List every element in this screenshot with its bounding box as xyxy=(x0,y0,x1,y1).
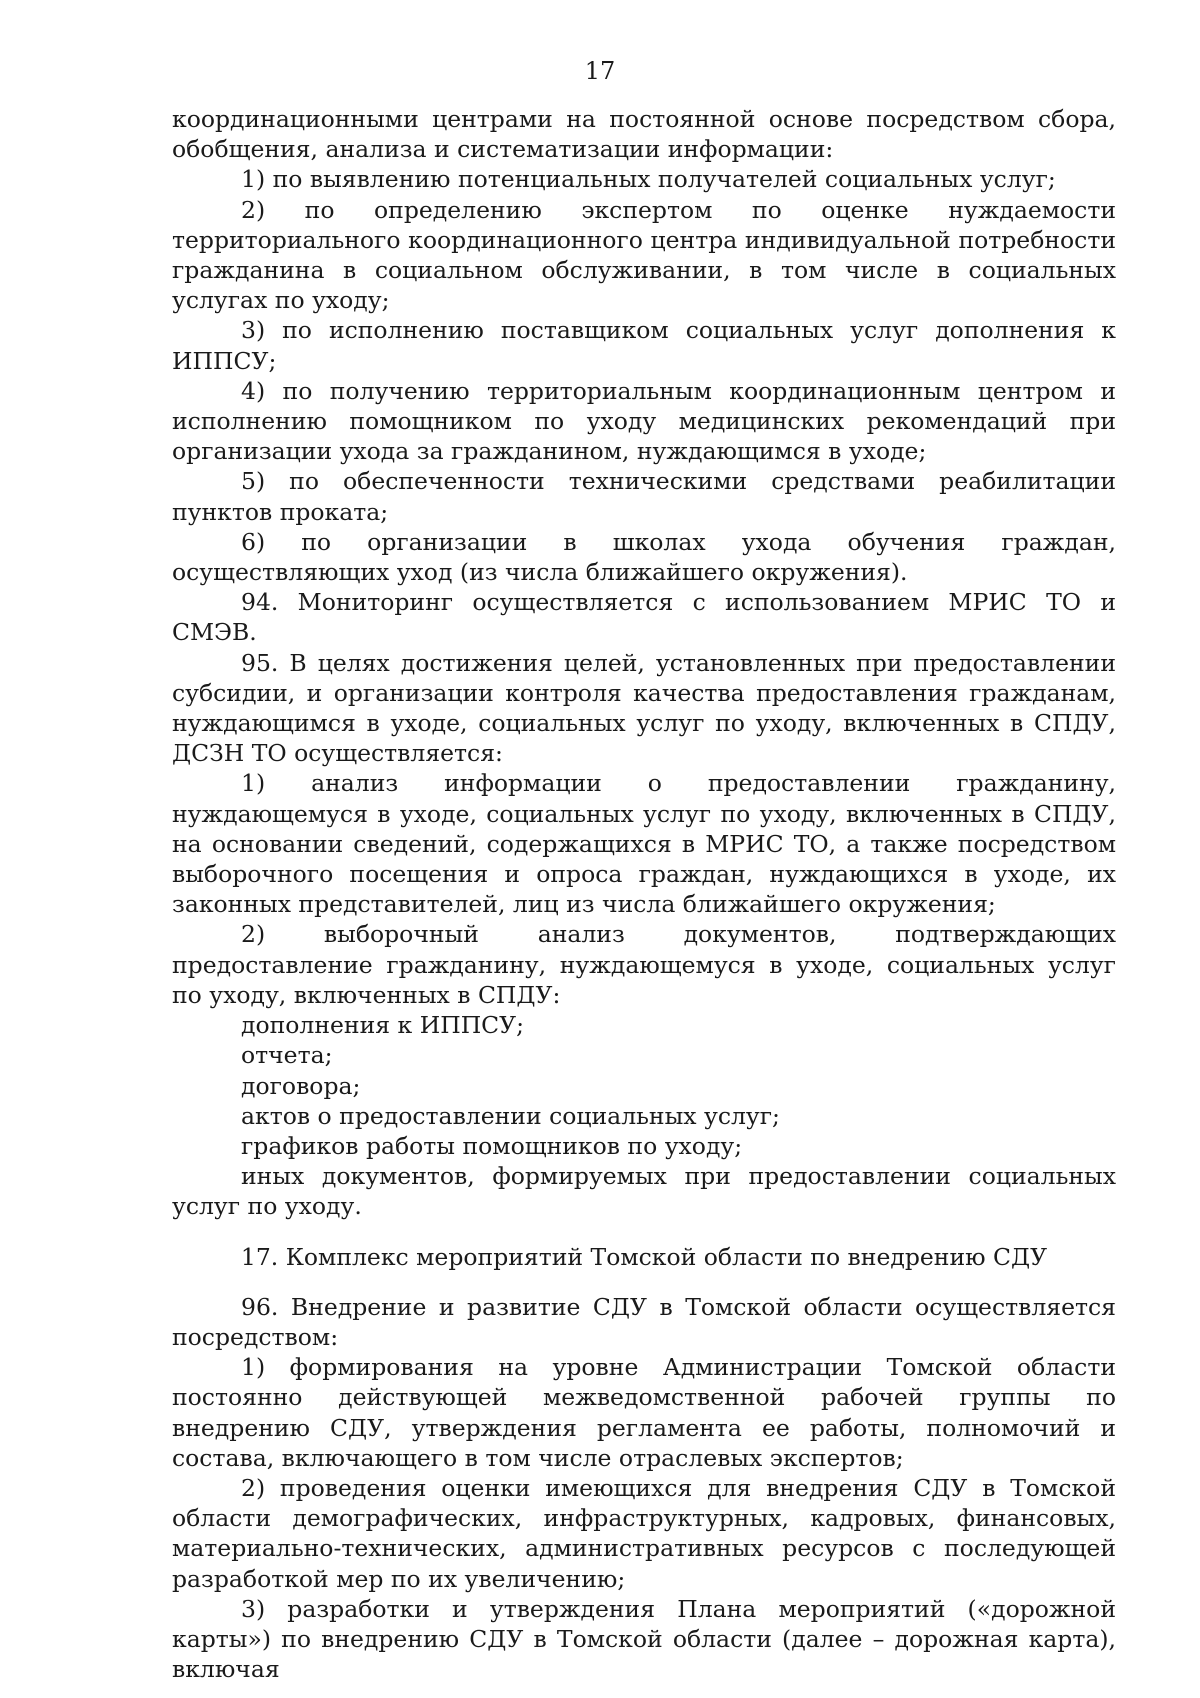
paragraph-95-item-1: 1) анализ информации о предоставлении гражданину, нуждающемуся в уходе, социальных услуг по уходу, включенных в СПДУ, на основании сведений, содержащихся в МРИС ТО, а также посредством выборочного посещения и опроса граждан, нуждающихся в уходе, их законных представителей, лиц из числа ближайшего окружения; xyxy=(172,769,1116,919)
paragraph-95: 95. В целях достижения целей, установленных при предоставлении субсидии, и организации контроля качества предоставления гражданам, нуждающимся в уходе, социальных услуг по уходу, включенных в СПДУ, ДСЗН ТО осуществляется: xyxy=(172,648,1116,768)
paragraph-96: 96. Внедрение и развитие СДУ в Томской области осуществляется посредством: xyxy=(172,1292,1116,1351)
paragraph-96-item-2: 2) проведения оценки имеющихся для внедрения СДУ в Томской области демографических, инфраструктурных, кадровых, финансовых, материально-технических, административных ресурсов с последующей разработкой мер по их увеличению; xyxy=(172,1473,1116,1593)
list-item-4: 4) по получению территориальным координационным центром и исполнению помощником по уходу медицинских рекомендаций при организации ухода за гражданином, нуждающимся в уходе; xyxy=(172,376,1116,466)
paragraph-continuation: координационными центрами на постоянной основе посредством сбора, обобщения, анализа и систематизации информации: xyxy=(172,105,1116,164)
document-list-item: дополнения к ИППСУ; xyxy=(241,1011,525,1040)
paragraph-95-item-2: 2) выборочный анализ документов, подтверждающих предоставление гражданину, нуждающемуся в уходе, социальных услуг по уходу, включенных в СПДУ: xyxy=(172,920,1116,1009)
paragraph-96-item-3: 3) разработки и утверждения Плана мероприятий («дорожной карты») по внедрению СДУ в Томской области (далее – дорожная карта), включая xyxy=(172,1594,1116,1684)
list-item-3: 3) по исполнению поставщиком социальных услуг дополнения к ИППСУ; xyxy=(172,316,1116,375)
paragraph-94: 94. Мониторинг осуществляется с использованием МРИС ТО и СМЭВ. xyxy=(172,588,1116,647)
list-item-5: 5) по обеспеченности техническими средствами реабилитации пунктов проката; xyxy=(172,467,1116,526)
list-item-2: 2) по определению экспертом по оценке нуждаемости территориального координационного центра индивидуальной потребности гражданина в социальном обслуживании, в том числе в социальных услугах по уходу; xyxy=(172,195,1116,315)
document-list-item: договора; xyxy=(241,1071,361,1100)
page-number: 17 xyxy=(584,57,616,85)
document-list-item: отчета; xyxy=(241,1041,333,1070)
list-item-1: 1) по выявлению потенциальных получателей социальных услуг; xyxy=(241,165,1056,194)
paragraph-96-item-1: 1) формирования на уровне Администрации Томской области постоянно действующей межведомственной рабочей группы по внедрению СДУ, утверждения регламента ее работы, полномочий и состава, включающего в том числе отраслевых экспертов; xyxy=(172,1353,1116,1472)
section-heading: 17. Комплекс мероприятий Томской области по внедрению СДУ xyxy=(240,1242,1048,1271)
document-list-item: графиков работы помощников по уходу; xyxy=(241,1131,743,1160)
document-list-item: актов о предоставлении социальных услуг; xyxy=(241,1101,780,1130)
document-list-item: иных документов, формируемых при предоставлении социальных услуг по уходу. xyxy=(172,1162,1116,1221)
document-body xyxy=(172,104,1116,1684)
list-item-6: 6) по организации в школах ухода обучения граждан, осуществляющих уход (из числа ближайшего окружения). xyxy=(172,527,1116,587)
